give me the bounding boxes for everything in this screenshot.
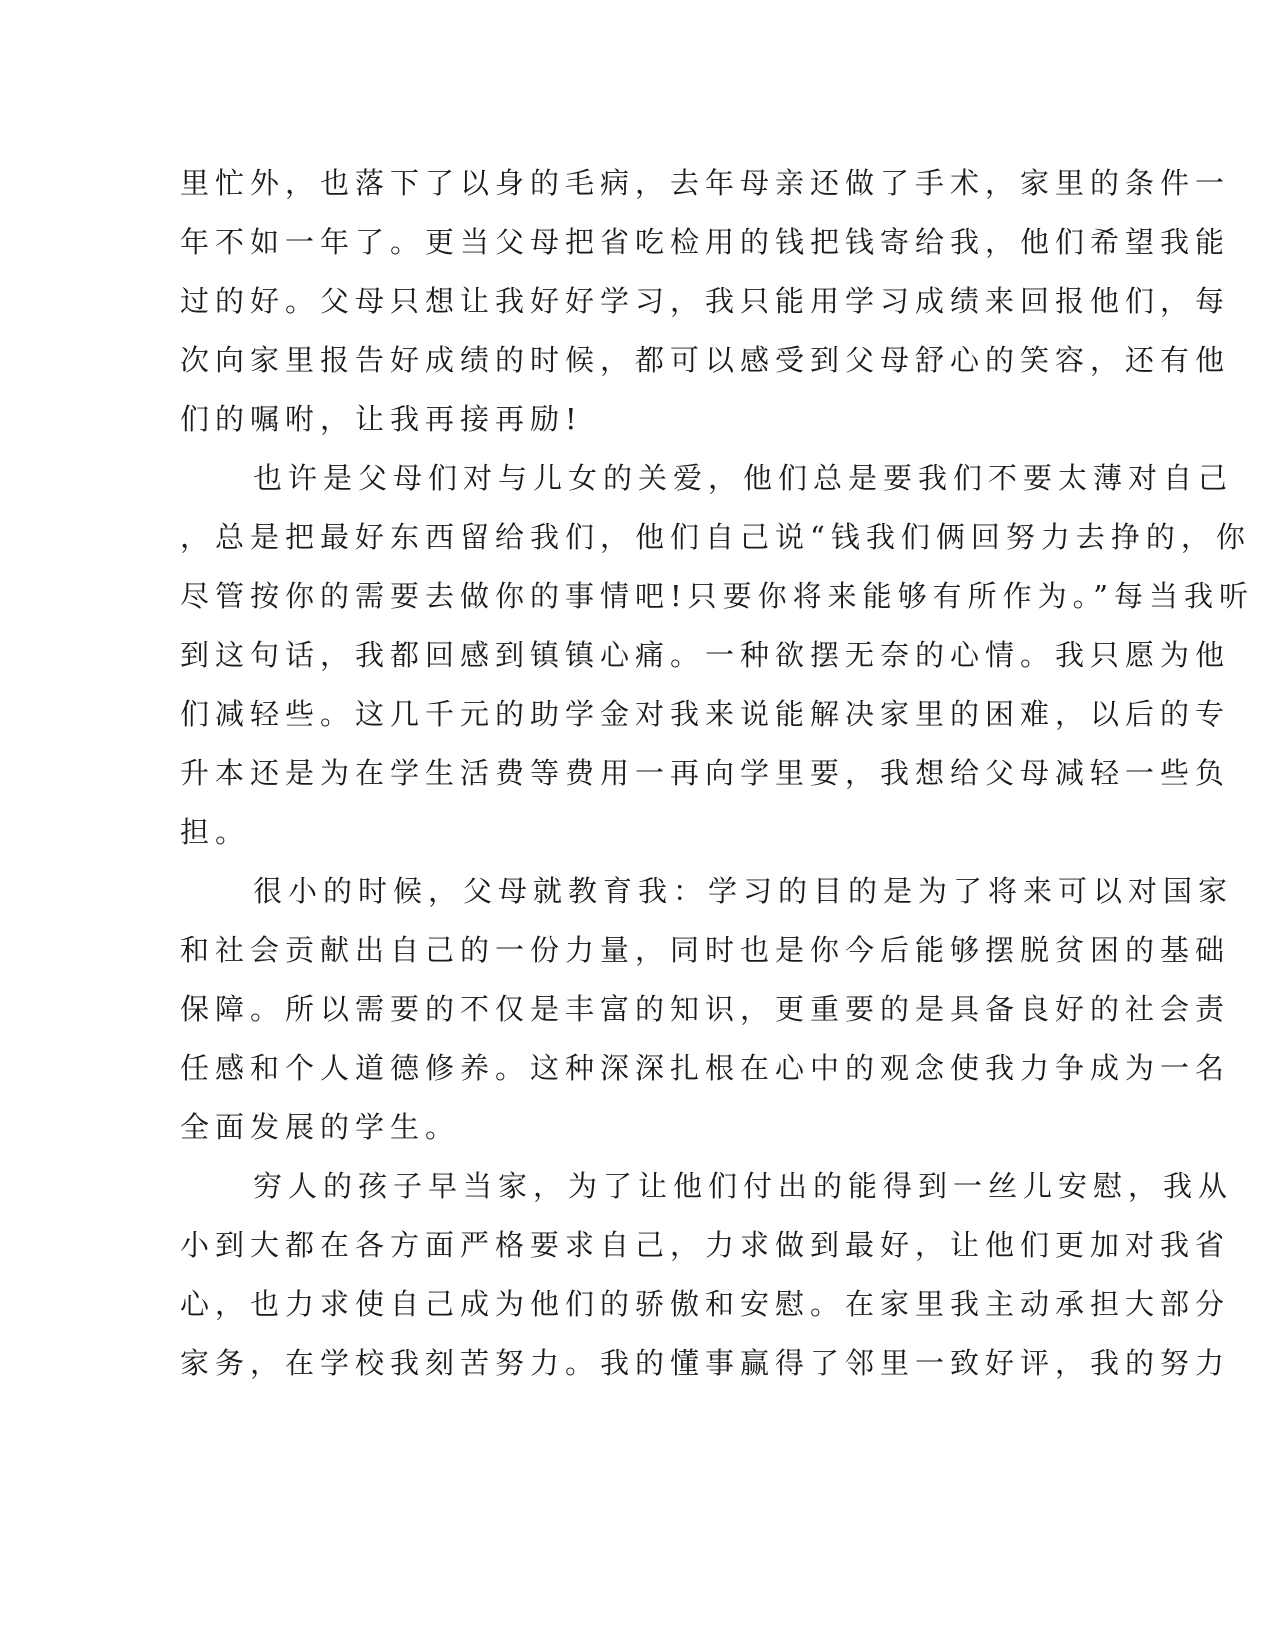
text-line: 过的好。父母只想让我好好学习，我只能用学习成绩来回报他们，每 — [180, 284, 1231, 318]
text-line: 升本还是为在学生活费等费用一再向学里要，我想给父母减轻一些负 — [180, 756, 1231, 790]
text-line: 很小的时候，父母就教育我：学习的目的是为了将来可以对国家 — [253, 874, 1234, 908]
text-line: 们减轻些。这几千元的助学金对我来说能解决家里的困难，以后的专 — [180, 697, 1231, 731]
text-line: 担。 — [180, 815, 251, 849]
text-line: 保障。所以需要的不仅是丰富的知识，更重要的是具备良好的社会责 — [180, 992, 1231, 1026]
text-line: 到这句话，我都回感到镇镇心痛。一种欲摆无奈的心情。我只愿为他 — [180, 638, 1231, 672]
text-line: 也许是父母们对与儿女的关爱，他们总是要我们不要太薄对自己 — [253, 461, 1234, 495]
text-line: 次向家里报告好成绩的时候，都可以感受到父母舒心的笑容，还有他 — [180, 343, 1231, 377]
text-line: 穷人的孩子早当家，为了让他们付出的能得到一丝儿安慰，我从 — [253, 1169, 1234, 1203]
text-line: 和社会贡献出自己的一份力量，同时也是你今后能够摆脱贫困的基础 — [180, 933, 1231, 967]
text-line: 们的嘱咐，让我再接再励! — [180, 402, 583, 436]
text-line: ，总是把最好东西留给我们，他们自己说“钱我们俩回努力去挣的，你 — [180, 520, 1251, 554]
text-line: 里忙外，也落下了以身的毛病，去年母亲还做了手术，家里的条件一 — [180, 166, 1231, 200]
text-line: 小到大都在各方面严格要求自己，力求做到最好，让他们更加对我省 — [180, 1228, 1231, 1262]
text-line: 年不如一年了。更当父母把省吃检用的钱把钱寄给我，他们希望我能 — [180, 225, 1231, 259]
text-line: 家务，在学校我刻苦努力。我的懂事赢得了邻里一致好评，我的努力 — [180, 1346, 1231, 1380]
text-line: 任感和个人道德修养。这种深深扎根在心中的观念使我力争成为一名 — [180, 1051, 1231, 1085]
text-line: 尽管按你的需要去做你的事情吧!只要你将来能够有所作为。”每当我听 — [180, 579, 1254, 613]
text-line: 全面发展的学生。 — [180, 1110, 461, 1144]
text-line: 心，也力求使自己成为他们的骄傲和安慰。在家里我主动承担大部分 — [180, 1287, 1231, 1321]
